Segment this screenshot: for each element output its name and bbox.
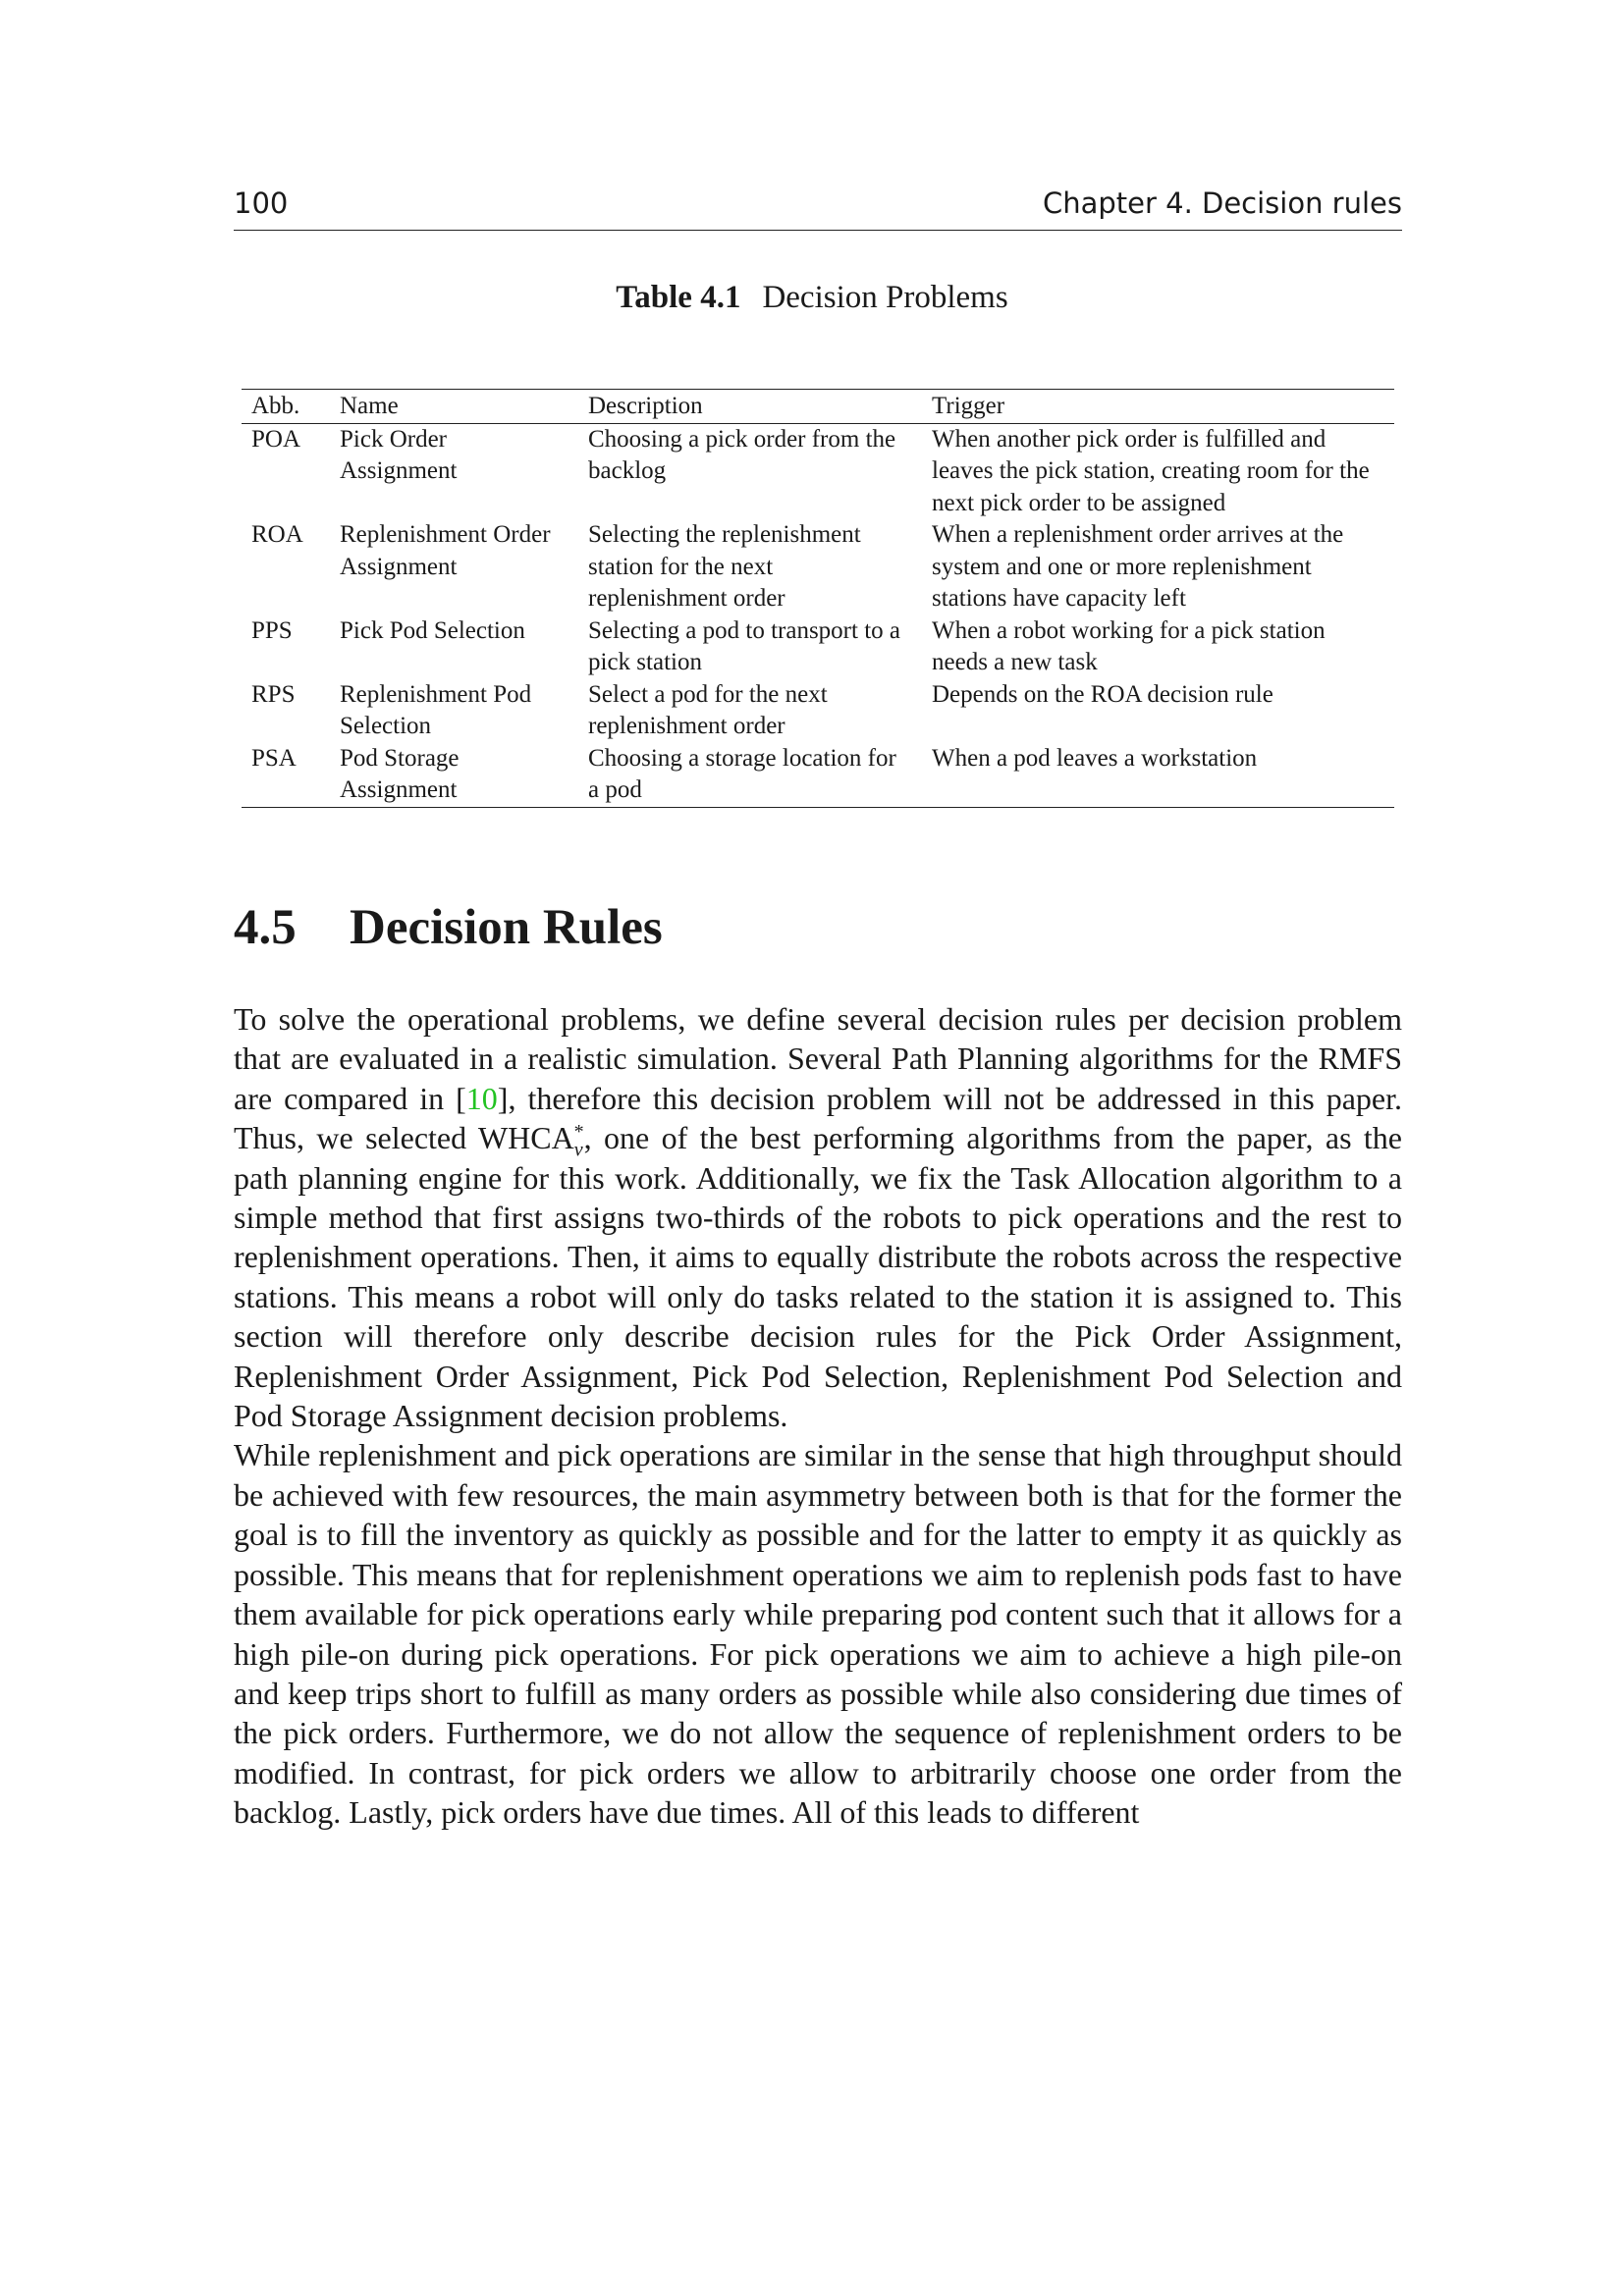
table-caption bbox=[0, 280, 1624, 316]
paragraph-text: , one of the best performing algorithms from the paper, as the path planning engine for this work. Additionally, we fix the Task Allocation algorithm to a simple method that first assigns two-thirds of the robots to pick operations and the rest to replenishment operations. Then, it aims to equally distribute the robots across the respective stations. This means a robot will only do tasks related to the station it is assigned to. This section will therefore only describe decision rules for the Pick Order Assignment, Replenishment Order Assignment, Pick Pod Selection, Replenishment Pod Selection and Pod Storage Assignment decision problems. bbox=[234, 1120, 1403, 1434]
cell-name: Replenishment Pod Selection bbox=[340, 680, 532, 739]
cell-trigger: Depends on the ROA decision rule bbox=[932, 680, 1273, 708]
cell-abb: PPS bbox=[251, 616, 293, 644]
math-subscript: v bbox=[573, 1139, 583, 1161]
cell-trigger: When a pod leaves a workstation bbox=[922, 743, 1394, 808]
cell-description: Selecting the replenishment station for the next replenishment order bbox=[588, 521, 861, 612]
table-row bbox=[242, 615, 1394, 679]
chapter-title: Chapter 4. Decision rules bbox=[1042, 187, 1402, 220]
paragraph-text: To solve the operational problems, we define several decision rules per decision problem that are evaluated in a realistic simulation. Several Path Planning algorithms for the RMFS are compared in [ bbox=[234, 1001, 1402, 1116]
section-body bbox=[234, 999, 1402, 1833]
citation-link[interactable]: 10 bbox=[465, 1080, 498, 1116]
cell-description: Choosing a pick order from the backlog bbox=[588, 425, 896, 484]
table-row bbox=[242, 519, 1394, 615]
page-number: 100 bbox=[234, 187, 289, 220]
column-header-abb: Abb. bbox=[242, 390, 330, 424]
math-superscript: * bbox=[573, 1120, 584, 1143]
paragraph-text: ], therefore this decision problem will not be addressed in this paper. Thus, we selected WHCA bbox=[234, 1080, 1403, 1156]
table-row bbox=[242, 423, 1394, 519]
cell-trigger: When another pick order is fulfilled and leaves the pick station, creating room for the next pick order to be assigned bbox=[932, 425, 1370, 516]
cell-abb: RPS bbox=[251, 680, 296, 708]
section-title: Decision Rules bbox=[350, 900, 663, 955]
cell-name: Pick Order Assignment bbox=[340, 425, 458, 484]
table-label: Table 4.1 bbox=[616, 280, 741, 315]
cell-name: Replenishment Order Assignment bbox=[340, 521, 551, 580]
cell-description: Selecting a pod to transport to a pick station bbox=[588, 616, 900, 675]
column-header-description: Description bbox=[578, 390, 922, 424]
table-row bbox=[242, 679, 1394, 743]
table-header-row bbox=[242, 390, 1394, 424]
cell-description: Select a pod for the next replenishment order bbox=[588, 680, 828, 739]
cell-abb: POA bbox=[251, 425, 301, 453]
cell-trigger: When a robot working for a pick station needs a new task bbox=[932, 616, 1326, 675]
table-title: Decision Problems bbox=[762, 280, 1008, 315]
cell-trigger: When a replenishment order arrives at the system and one or more replenishment stations have capacity left bbox=[932, 521, 1344, 612]
section-number: 4.5 bbox=[234, 900, 297, 955]
cell-description: Choosing a storage location for a pod bbox=[578, 743, 922, 808]
running-header bbox=[234, 185, 1402, 231]
section-heading bbox=[234, 899, 663, 956]
cell-abb: PSA bbox=[242, 743, 330, 808]
cell-name: Pod Storage Assignment bbox=[330, 743, 578, 808]
column-header-trigger: Trigger bbox=[922, 390, 1394, 424]
paragraph: While replenishment and pick operations are similar in the sense that high throughput should be achieved with few resources, the main asymmetry between both is that for the former the goal is to fill the inventory as quickly as possible and for the latter to empty it as quickly as possible. This means that for replenishment operations we aim to replenish pods fast to have them available for pick operations early while preparing pod content such that it allows for a high pile-on during pick operations. For pick operations we aim to achieve a high pile-on and keep trips short to fulfill as many orders as possible while also considering due times of the pick orders. Furthermore, we do not allow the sequence of replenishment orders to be modified. In contrast, for pick orders we allow to arbitrarily choose one order from the backlog. Lastly, pick orders have due times. All of this leads to different bbox=[234, 1437, 1402, 1831]
cell-abb: ROA bbox=[251, 521, 303, 548]
column-header-name: Name bbox=[330, 390, 578, 424]
paragraph bbox=[234, 999, 1402, 1435]
decision-problems-table bbox=[242, 389, 1394, 808]
cell-name: Pick Pod Selection bbox=[340, 616, 525, 644]
table-row bbox=[242, 743, 1394, 808]
